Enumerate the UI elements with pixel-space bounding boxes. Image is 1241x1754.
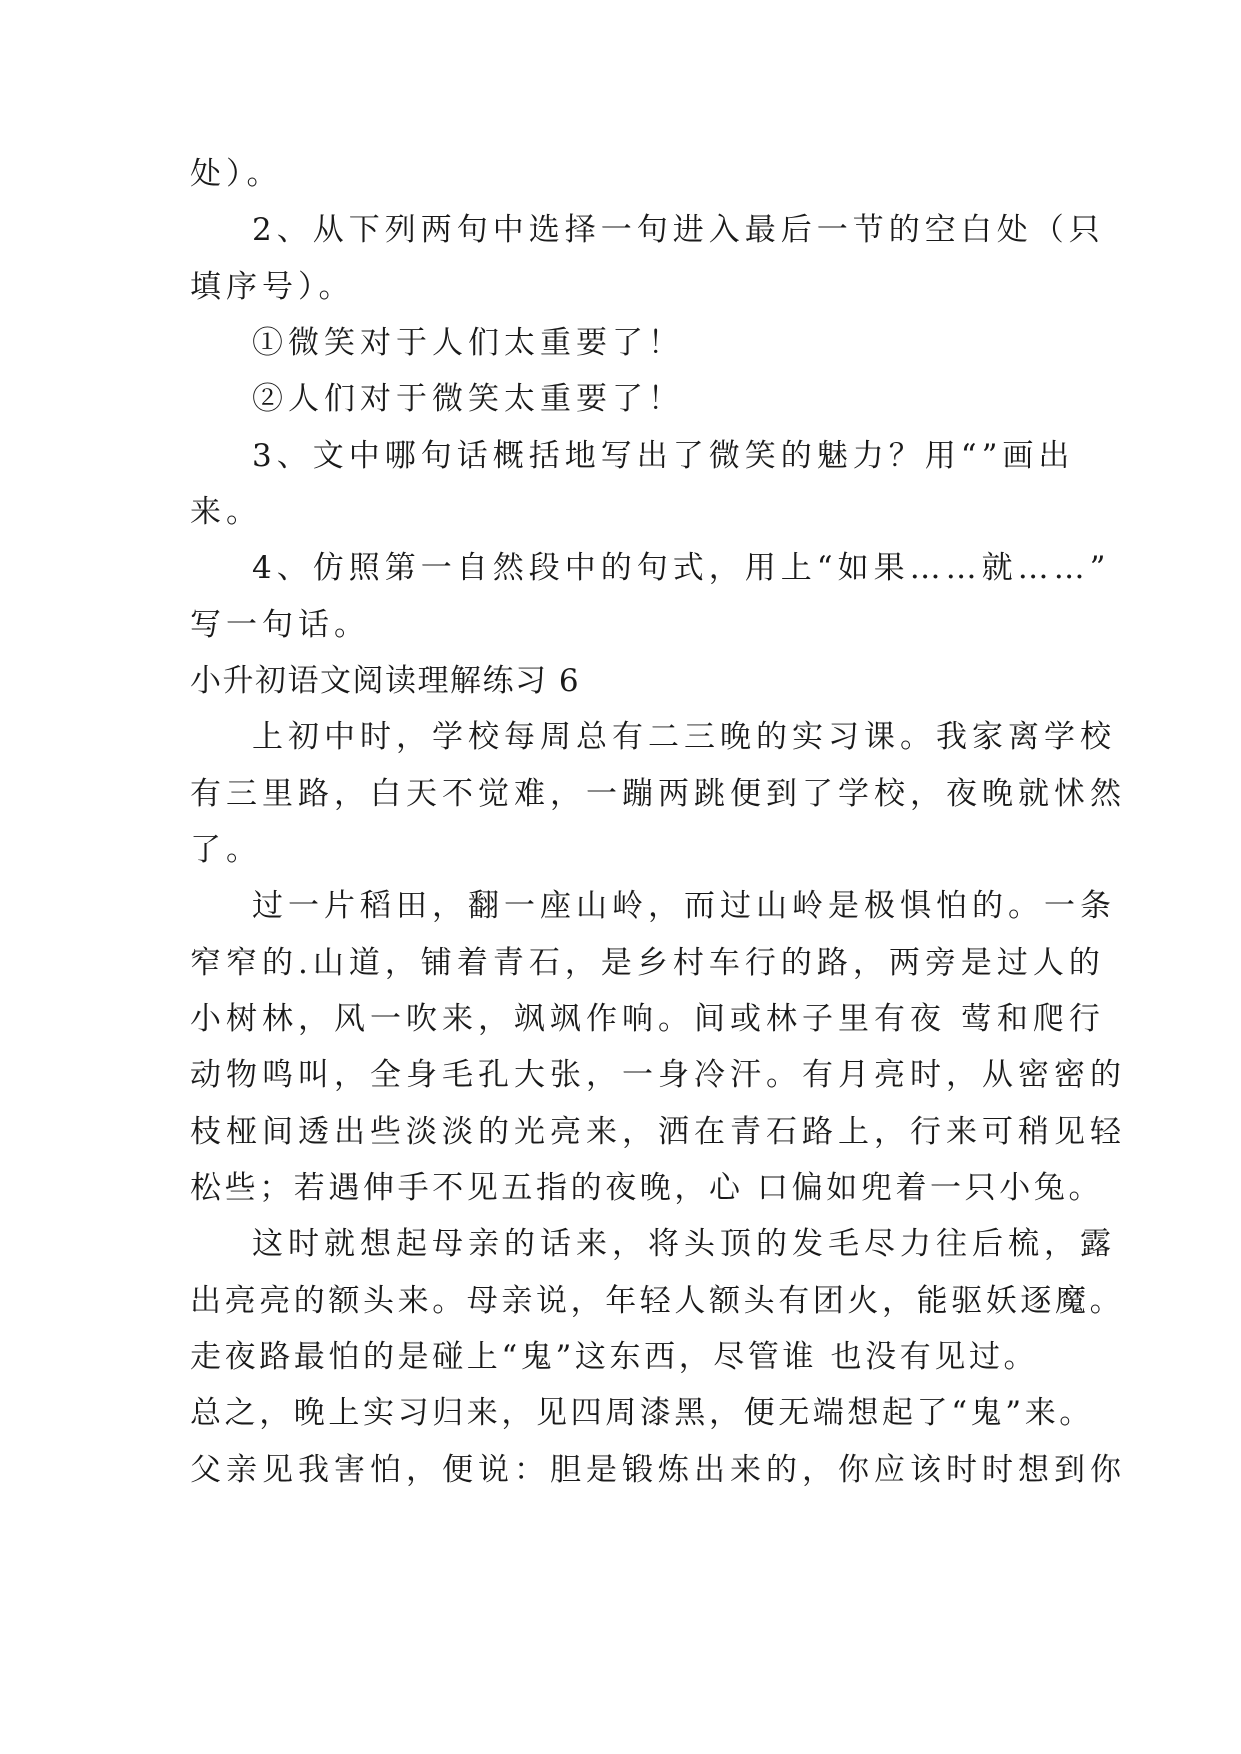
paragraph-line: 总之，晚上实习归来，见四周漆黑，便无端想起了“鬼”来。 bbox=[190, 1395, 1094, 1431]
paragraph-line: 过一片稻田，翻一座山岭，而过山岭是极惧怕的。一条 bbox=[252, 888, 1116, 924]
text-line: 处）。 bbox=[190, 156, 283, 192]
paragraph-line: 上初中时，学校每周总有二三晚的实习课。我家离学校 bbox=[252, 719, 1116, 755]
text-line: 填序号）。 bbox=[190, 269, 355, 305]
question-4-line: 4、仿照第一自然段中的句式，用上“如果……就……” bbox=[252, 550, 1111, 586]
paragraph-line: 父亲见我害怕，便说：胆是锻炼出来的，你应该时时想到你 bbox=[190, 1452, 1126, 1488]
paragraph-line: 枝桠间透出些淡淡的光亮来，洒在青石路上，行来可稍见轻 bbox=[190, 1114, 1126, 1150]
paragraph-line: 小树林，风一吹来，飒飒作响。间或林子里有夜 莺和爬行 bbox=[190, 1001, 1105, 1037]
paragraph-line: 这时就想起母亲的话来，将头顶的发毛尽力往后梳，露 bbox=[252, 1226, 1116, 1262]
section-heading: 小升初语文阅读理解练习 6 bbox=[190, 663, 581, 699]
paragraph-line: 松些；若遇伸手不见五指的夜晚，心 口偏如兜着一只小兔。 bbox=[190, 1170, 1104, 1206]
question-2-line: 2、从下列两句中选择一句进入最后一节的空白处（只 bbox=[252, 212, 1105, 248]
question-3-line: 3、文中哪句话概括地写出了微笑的魅力？用“”画出 bbox=[252, 438, 1075, 474]
paragraph-line: 动物鸣叫，全身毛孔大张，一身冷汗。有月亮时，从密密的 bbox=[190, 1057, 1126, 1093]
paragraph-line: 走夜路最怕的是碰上“鬼”这东西，尽管谁 也没有见过。 bbox=[190, 1339, 1039, 1375]
text-line: 写一句话。 bbox=[190, 607, 370, 643]
paragraph-line: 出亮亮的额头来。母亲说，年轻人额头有团火，能驱妖逐魔。 bbox=[190, 1283, 1125, 1319]
paragraph-line: 了。 bbox=[190, 832, 262, 868]
option-1-line: ①微笑对于人们太重要了！ bbox=[252, 325, 684, 361]
paragraph-line: 窄窄的.山道，铺着青石，是乡村车行的路，两旁是过人的 bbox=[190, 945, 1105, 981]
option-2-line: ②人们对于微笑太重要了！ bbox=[252, 381, 684, 417]
text-line: 来。 bbox=[190, 494, 262, 530]
paragraph-line: 有三里路，白天不觉难，一蹦两跳便到了学校，夜晚就怵然 bbox=[190, 776, 1126, 812]
